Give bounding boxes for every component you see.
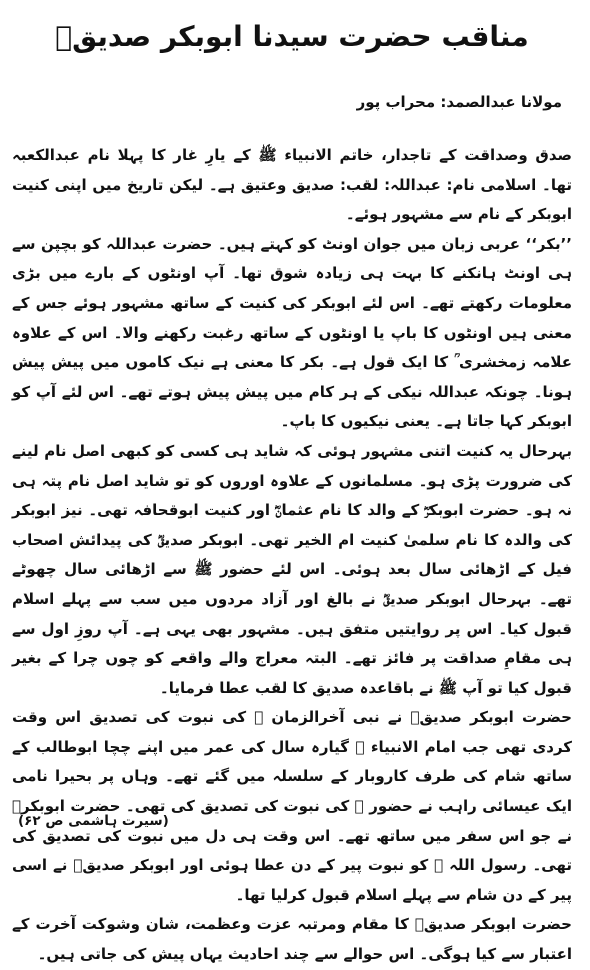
article-body <box>12 141 572 970</box>
citation-note: (سیرت ہاشمی ص ۶۲) <box>18 813 169 829</box>
paragraph-5: حضرت ابوبکر صدیقؓ کا مقام ومرتبہ عزت وعظمت، شان وشوکت آخرت کے اعتبار سے کیا ہوگی۔ اس حوالے سے چند احادیث یہاں پیش کی جاتی ہیں۔ <box>12 915 572 964</box>
paragraph-2: ’’بکر‘‘ عربی زبان میں جوان اونٹ کو کہتے ہیں۔ حضرت عبداللہ کو بچپن سے ہی اونٹ ہانکنے کا بہت ہی زیادہ شوق تھا۔ آپ اونٹوں کے بارے میں بڑی معلومات رکھتے تھے۔ اس لئے ابوبکر کی کنیت کے ساتھ مشہور ہوئے جس کے معنی ہیں اونٹوں کا باپ یا اونٹوں کے ساتھ رغبت رکھنے والا۔ اس کے علاوہ علامہ زمخشری ؒ کا ایک قول ہے۔ بکر کا معنی ہے نیک کاموں میں پیش پیش ہونا۔ چونکہ عبداللہ نیکی کے ہر کام میں پیش پیش ہوتے تھے۔ اس لئے آپ کو ابوبکر کہا جاتا ہے۔ یعنی نیکیوں کا باپ۔ <box>12 234 572 431</box>
author-line: مولانا عبدالصمد: محراب پور <box>356 93 562 111</box>
paragraph-4: حضرت ابوبکر صدیقؓ نے نبی آخرالزمان ﷺ کی نبوت کی تصدیق اس وقت کردی تھی جب امام الانبیاء ﷺ گیارہ سال کی عمر میں اپنے چچا ابوطالب کے ساتھ شام کی طرف کاروبار کے سلسلہ میں گئے تھے۔ وہاں پر بحیرا نامی ایک عیسائی راہب نے حضور ﷺ کی نبوت کی تصدیق کی تھی۔ حضرت ابوبکرؓ نے جو اس سفر میں ساتھ تھے۔ اس وقت ہی دل میں نبوت کی تصدیق کی تھی۔ رسول اللہ ﷺ کو نبوت پیر کے دن عطا ہوئی اور ابوبکر صدیقؓ نے اسی پیر کے دن شام سے پہلے اسلام قبول کرلیا تھا۔ <box>12 708 572 904</box>
paragraph-1: صدق وصداقت کے تاجدار، خاتم الانبیاء ﷺ کے یارِ غار کا پہلا نام عبدالکعبہ تھا۔ اسلامی نام: عبداللہ: لقب: صدیق وعتیق ہے۔ لیکن تاریخ میں اپنی کنیت ابوبکر کے نام سے مشہور ہوئے۔ <box>12 146 572 224</box>
article-title: مناقب حضرت سیدنا ابوبکر صدیقؓ <box>55 20 529 53</box>
paragraph-3: بہرحال یہ کنیت اتنی مشہور ہوئی کہ شاید ہی کسی کو کبھی اصل نام لینے کی ضرورت پڑی ہو۔ مسلمانوں کے علاوہ اوروں کو تو شاید اصل نام پتہ ہی نہ ہو۔ حضرت ابوبکرؓ کے والد کا نام عثمانؓ اور کنیت ابوقحافہ تھی۔ نیز ابوبکر کی والدہ کا نام سلمیٰ کنیت ام الخیر تھی۔ ابوبکر صدیقؓ کی پیدائش اصحاب فیل کے اڑھائی سال بعد ہوئی۔ اس لئے حضور ﷺ سے اڑھائی سال چھوٹے تھے۔ بہرحال ابوبکر صدیقؓ نے بالغ اور آزاد مردوں میں سب سے پہلے اسلام قبول کیا۔ اس پر روایتیں متفق ہیں۔ مشہور بھی یہی ہے۔ آپ روزِ اول سے ہی مقامِ صداقت پر فائز تھے۔ البتہ معراج والے واقعے کو چوں چرا کے بغیر قبول کیا تو آپ ﷺ نے باقاعدہ صدیق کا لقب عطا فرمایا۔ <box>12 441 572 697</box>
